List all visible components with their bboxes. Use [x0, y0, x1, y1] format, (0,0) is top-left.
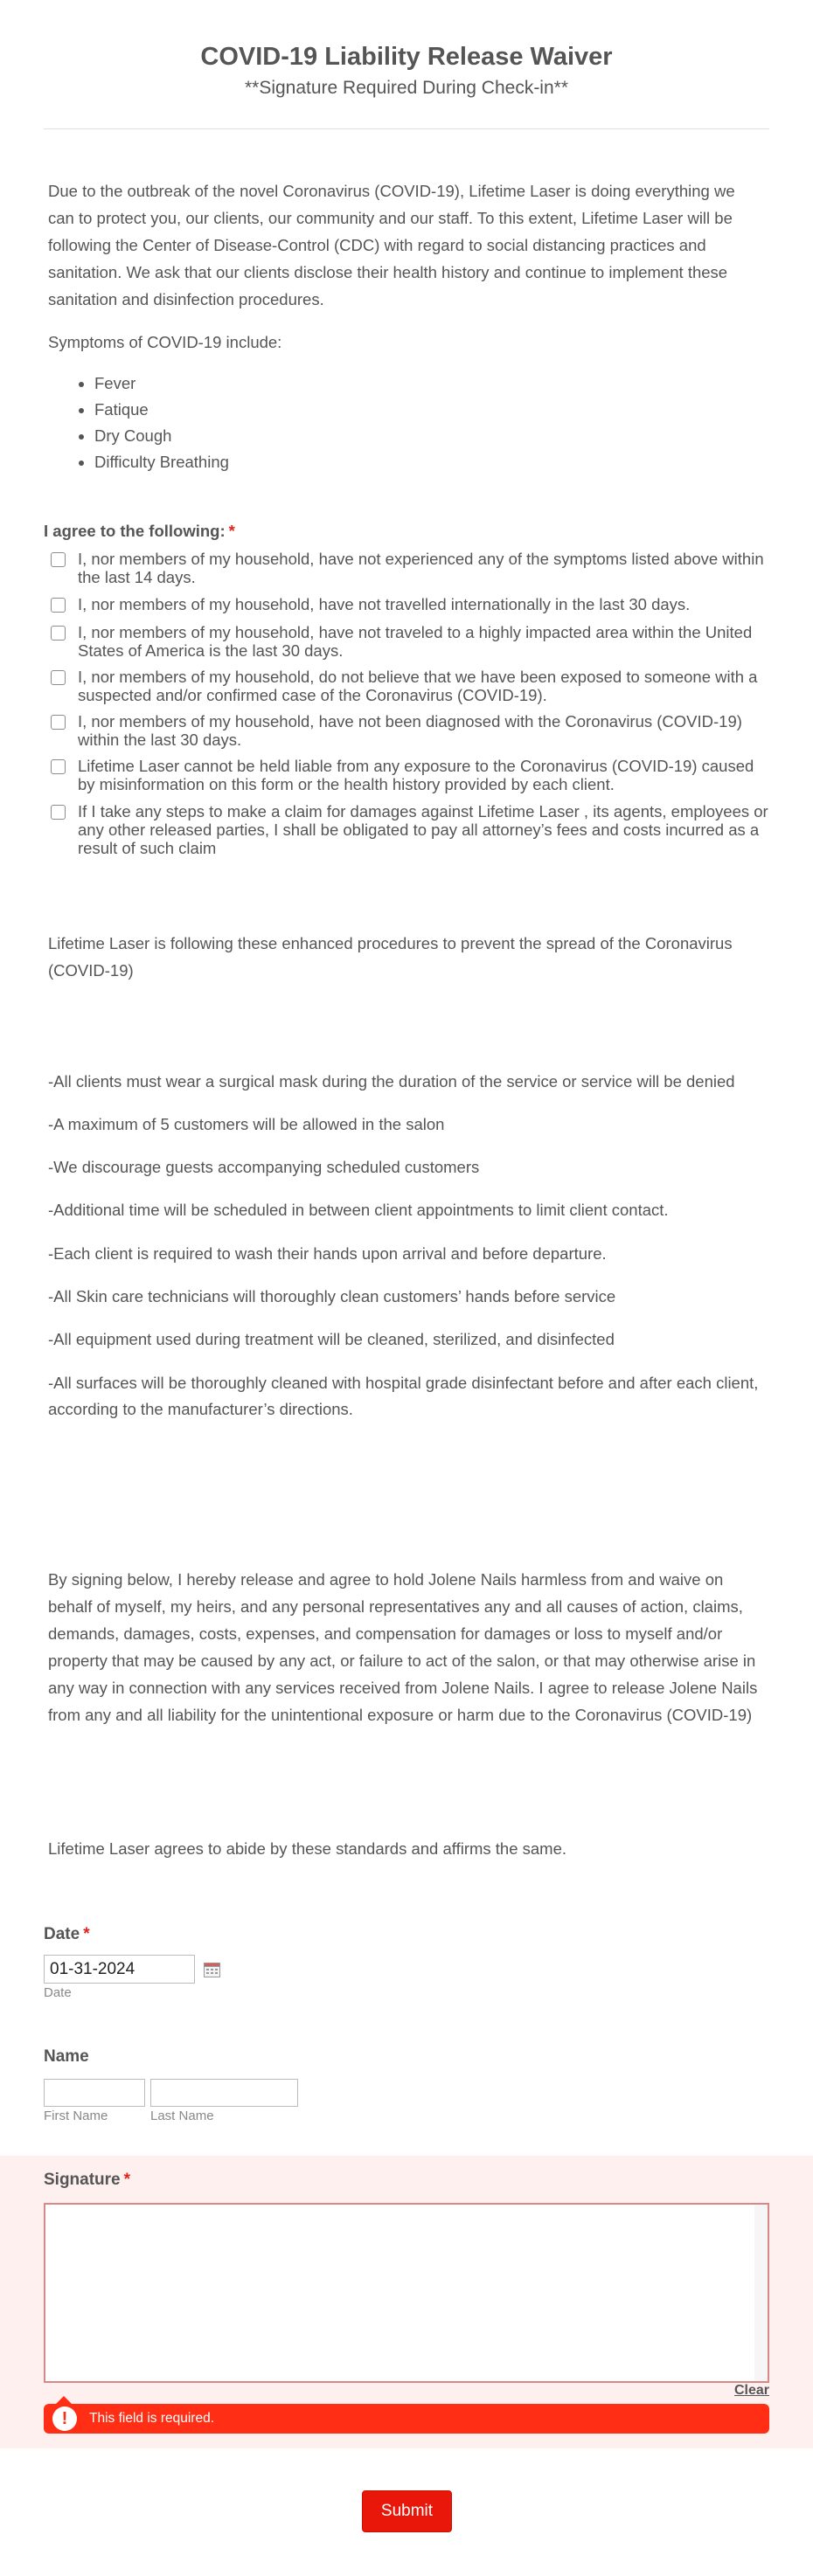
date-input[interactable]: [44, 1955, 195, 1984]
signature-label-text: Signature: [44, 2171, 121, 2189]
agreement-checkbox-7[interactable]: [51, 802, 776, 857]
checkbox-label: If I take any steps to make a claim for damages against Lifetime Laser , its agents, employees or any other released parties, I shall be obligated to pay all attorney’s fees and costs incurred as a result of such claim: [78, 802, 768, 857]
agreement-checkbox-4[interactable]: [51, 668, 776, 704]
clear-signature-link[interactable]: Clear: [734, 2383, 770, 2398]
checkbox-label: I, nor members of my household, have not been diagnosed with the Coronavirus (COVID-19) within the last 30 days.: [78, 712, 742, 749]
release-paragraph: By signing below, I hereby release and agree to hold Jolene Nails harmless from and waive on behalf of myself, my heirs, and any personal representatives any and all causes of action, claims, demands, damages, costs, expenses, and compensation for damages or loss to myself and/or property that may be caused by any act, or failure to act of the salon, or that may otherwise arise in any way in connection with any services received from Jolene Nails. I agree to release Jolene Nails from any and all liability for the unintentional exposure or harm due to the Coronavirus (COVID-19): [48, 1570, 758, 1724]
form-header: [0, 0, 813, 100]
form-subtitle: **Signature Required During Check-in**: [244, 78, 569, 98]
checkbox[interactable]: [51, 715, 66, 730]
calendar-icon[interactable]: [204, 1962, 220, 1977]
checkbox-label: I, nor members of my household, have not travelled internationally in the last 30 days.: [78, 595, 691, 613]
first-name-sublabel: First Name: [44, 2109, 108, 2123]
date-label: [44, 1925, 90, 1944]
agreement-checkbox-2[interactable]: [51, 595, 776, 613]
procedures-intro: Lifetime Laser is following these enhanced procedures to prevent the spread of the Coronavirus (COVID-19): [48, 934, 733, 980]
form-title: COVID-19 Liability Release Waiver: [200, 43, 613, 71]
symptom-list: [94, 370, 229, 475]
error-icon: !: [52, 2406, 77, 2431]
agreement-checkbox-3[interactable]: [51, 623, 776, 660]
required-mark: *: [228, 522, 235, 540]
signature-pad-scrollbar[interactable]: [754, 2205, 768, 2381]
checkbox-label: I, nor members of my household, do not believe that we have been exposed to someone with a suspected and/or confirmed case of the Coronavirus (COVID-19).: [78, 668, 758, 704]
submit-button[interactable]: Submit: [362, 2490, 452, 2532]
agreement-label: [44, 522, 235, 541]
checkbox[interactable]: [51, 626, 66, 641]
checkbox[interactable]: [51, 552, 66, 567]
symptom-item: • Fatique: [94, 397, 229, 423]
intro-paragraph: Due to the outbreak of the novel Coronavirus (COVID-19), Lifetime Laser is doing everything we can to protect you, our clients, our community and our staff. To this extent, Lifetime Laser will be following the Center of Disease-Control (CDC) with regard to social distancing practices and sanitation. We ask that our clients disclose their health history and continue to implement these sanitation and disinfection procedures.: [48, 182, 735, 308]
first-name-input[interactable]: [44, 2079, 145, 2107]
date-label-text: Date: [44, 1925, 80, 1943]
agreement-checkbox-1[interactable]: [51, 550, 776, 586]
checkbox-label: I, nor members of my household, have not traveled to a highly impacted area within the United States of America is the last 30 days.: [78, 623, 753, 660]
checkbox[interactable]: [51, 759, 66, 774]
header-divider: [44, 128, 769, 129]
procedure-item: -A maximum of 5 customers will be allowed in the salon: [48, 1115, 445, 1133]
signature-error-message: [44, 2404, 769, 2434]
signature-label: [44, 2171, 130, 2190]
required-mark: *: [83, 1925, 90, 1943]
name-label: Name: [44, 2047, 89, 2066]
procedure-item: -All surfaces will be thoroughly cleaned with hospital grade disinfectant before and after each client, according to the manufacturer’s directions.: [48, 1374, 759, 1418]
checkbox-label: I, nor members of my household, have not experienced any of the symptoms listed above within the last 14 days.: [78, 550, 764, 586]
checkbox[interactable]: [51, 598, 66, 613]
signature-pad[interactable]: [44, 2203, 769, 2383]
agreement-checkbox-5[interactable]: [51, 712, 776, 749]
agreement-checkbox-6[interactable]: [51, 757, 776, 793]
affirmation-text: Lifetime Laser agrees to abide by these standards and affirms the same.: [48, 1839, 567, 1858]
procedure-item: -Each client is required to wash their hands upon arrival and before departure.: [48, 1244, 607, 1263]
procedure-item: -We discourage guests accompanying scheduled customers: [48, 1158, 480, 1176]
checkbox[interactable]: [51, 805, 66, 820]
date-sublabel: Date: [44, 1985, 72, 2000]
procedure-item: -All Skin care technicians will thoroughly clean customers’ hands before service: [48, 1287, 616, 1305]
last-name-sublabel: Last Name: [150, 2109, 214, 2123]
symptoms-heading: Symptoms of COVID-19 include:: [48, 333, 282, 351]
checkbox-label: Lifetime Laser cannot be held liable from any exposure to the Coronavirus (COVID-19) caused by misinformation on this form or the health history provided by each client.: [78, 757, 754, 793]
procedure-item: -All equipment used during treatment will be cleaned, sterilized, and disinfected: [48, 1330, 615, 1348]
last-name-input[interactable]: [150, 2079, 298, 2107]
required-mark: *: [123, 2171, 131, 2189]
symptom-item: • Fever: [94, 370, 229, 397]
symptom-item: • Dry Cough: [94, 423, 229, 449]
checkbox[interactable]: [51, 670, 66, 685]
procedure-item: -All clients must wear a surgical mask during the duration of the service or service will be denied: [48, 1072, 735, 1091]
symptom-item: • Difficulty Breathing: [94, 449, 229, 475]
error-text: This field is required.: [89, 2411, 215, 2426]
procedure-item: -Additional time will be scheduled in between client appointments to limit client contact.: [48, 1201, 669, 1219]
agreement-label-text: I agree to the following:: [44, 522, 226, 540]
